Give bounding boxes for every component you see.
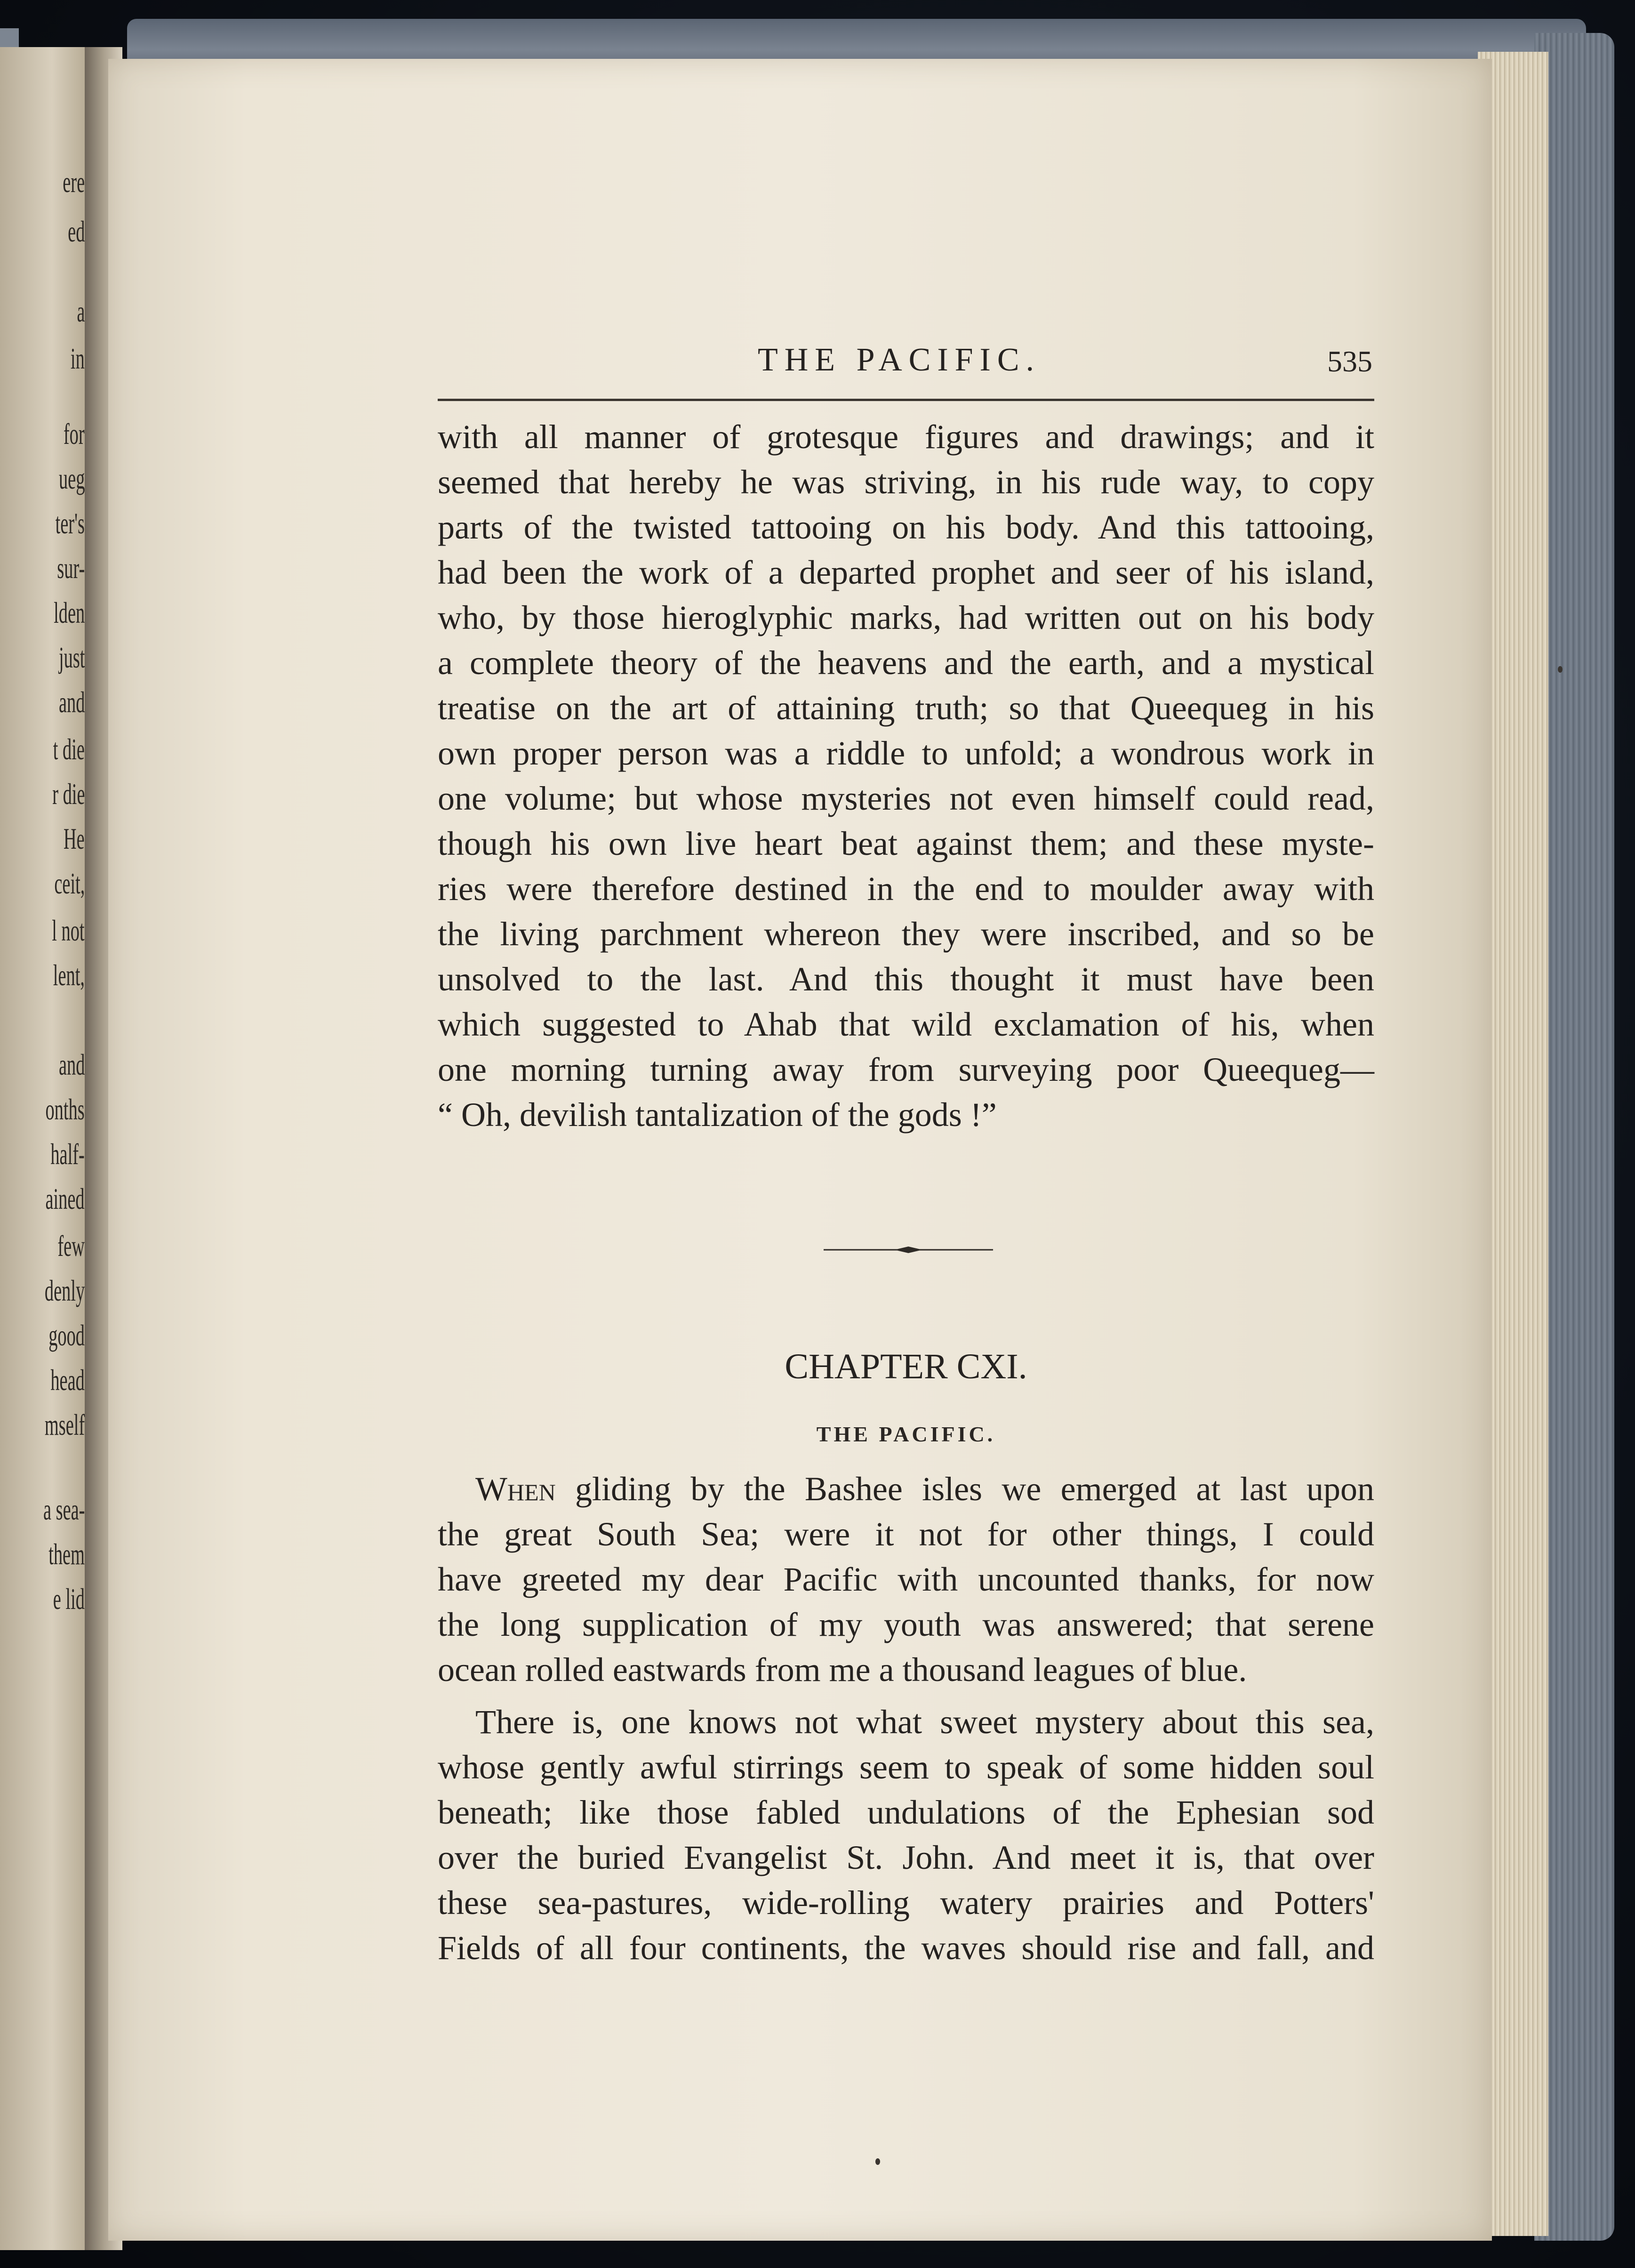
header-rule [438,399,1374,401]
left-page-text: ere [63,165,85,199]
text-line: seemed that hereby he was striving, in his rude way, to copy [438,463,1374,501]
paragraph-2 [438,1699,1374,1970]
paragraph-1 [438,1466,1374,1692]
text-line: There is, one knows not what sweet mystery about this sea, [475,1703,1374,1741]
text-line: one morning turning away from surveying poor Queequeg— [438,1051,1374,1088]
previous-page-fragment [0,47,94,2250]
text-line: these sea-pastures, wide-rolling watery prairies and Potters' [438,1884,1374,1922]
text-line: have greeted my dear Pacific with uncounted thanks, for now [438,1560,1374,1598]
page-number: 535 [1327,345,1372,378]
text-line: “ Oh, devilish tantalization of the gods !” [438,1096,997,1134]
left-page-text: lent, [53,958,85,992]
text-line: had been the work of a departed prophet and seer of his island, [438,554,1374,591]
left-page-text: head [50,1363,85,1397]
left-page-text: r die [52,777,85,811]
text-line: which suggested to Ahab that wild exclamation of his, when [438,1005,1374,1043]
text-line: with all manner of grotesque figures and drawings; and it [438,418,1374,456]
text-line: own proper person was a riddle to unfold; a wondrous work in [438,734,1374,772]
left-page-text: ter's [55,507,85,540]
left-page-text: good [48,1319,85,1352]
left-page-text: denly [44,1274,85,1307]
left-page-text: in [71,342,85,375]
left-page-text: onths [45,1093,85,1126]
left-page-text: e lid [53,1582,85,1616]
text-line: parts of the twisted tattooing on his body. And this tattooing, [438,508,1374,546]
left-page-text: and [58,1048,85,1081]
left-page-text: ueg [58,462,85,495]
left-page-text: and [58,685,85,719]
text-line: the great South Sea; were it not for other things, I could [438,1515,1374,1553]
text-line: whose gently awful stirrings seem to speak of some hidden soul [438,1748,1374,1786]
text-line: the living parchment whereon they were inscribed, and so be [438,915,1374,953]
continuation-text [438,414,1374,1137]
text-line: unsolved to the last. And this thought it must have been [438,960,1374,998]
left-page-text: ained [45,1182,85,1215]
left-page-text: t die [53,732,85,766]
left-page-text: He [64,822,85,855]
left-page-text: lden [53,596,85,629]
left-page-text: just [58,641,85,674]
text-line: a complete theory of the heavens and the earth, and a mystical [438,644,1374,682]
left-page-text: mself [44,1408,85,1441]
left-page-text: l not [52,914,85,947]
left-page-text: sur- [57,551,85,585]
left-page-text: them [48,1537,85,1571]
text-line: over the buried Evangelist St. John. And meet it is, that over [438,1839,1374,1876]
section-divider-ornament [824,1245,993,1255]
text-line: who, by those hieroglyphic marks, had written out on his body [438,599,1374,636]
paper-speck [1558,666,1563,673]
chapter-title: CHAPTER CXI. [785,1347,1027,1386]
left-page-text: for [64,417,85,450]
text-line: one volume; but whose mysteries not even himself could read, [438,780,1374,817]
text-line: the long supplication of my youth was answered; that serene [438,1606,1374,1643]
chapter-subtitle: THE PACIFIC. [816,1422,996,1446]
text-line: treatise on the art of attaining truth; so that Queequeg in his [438,689,1374,727]
text-line: ocean rolled eastwards from me a thousand leagues of blue. [438,1651,1247,1689]
text-line: though his own live heart beat against them; and these myste- [438,825,1374,862]
lead-word: When [475,1470,556,1508]
running-head: THE PACIFIC. [758,342,1041,378]
text-line: Fields of all four continents, the waves should rise and fall, and [438,1929,1374,1967]
paper-speck [875,2158,880,2165]
left-page-text: ceit, [54,867,85,900]
left-page-text: few [57,1229,85,1263]
text-line: ries were therefore destined in the end to moulder away with [438,870,1374,908]
left-page-text: ed [67,215,85,248]
text-line-rest: gliding by the Bashee isles we emerged at last upon [555,1470,1374,1508]
text-line: beneath; like those fabled undulations of the Ephesian sod [438,1793,1374,1831]
book-page [108,59,1492,2241]
left-page-text: a sea- [43,1493,85,1526]
left-page-text: half- [50,1137,85,1171]
left-page-text: a [76,295,85,328]
text-line [438,1466,1374,1512]
